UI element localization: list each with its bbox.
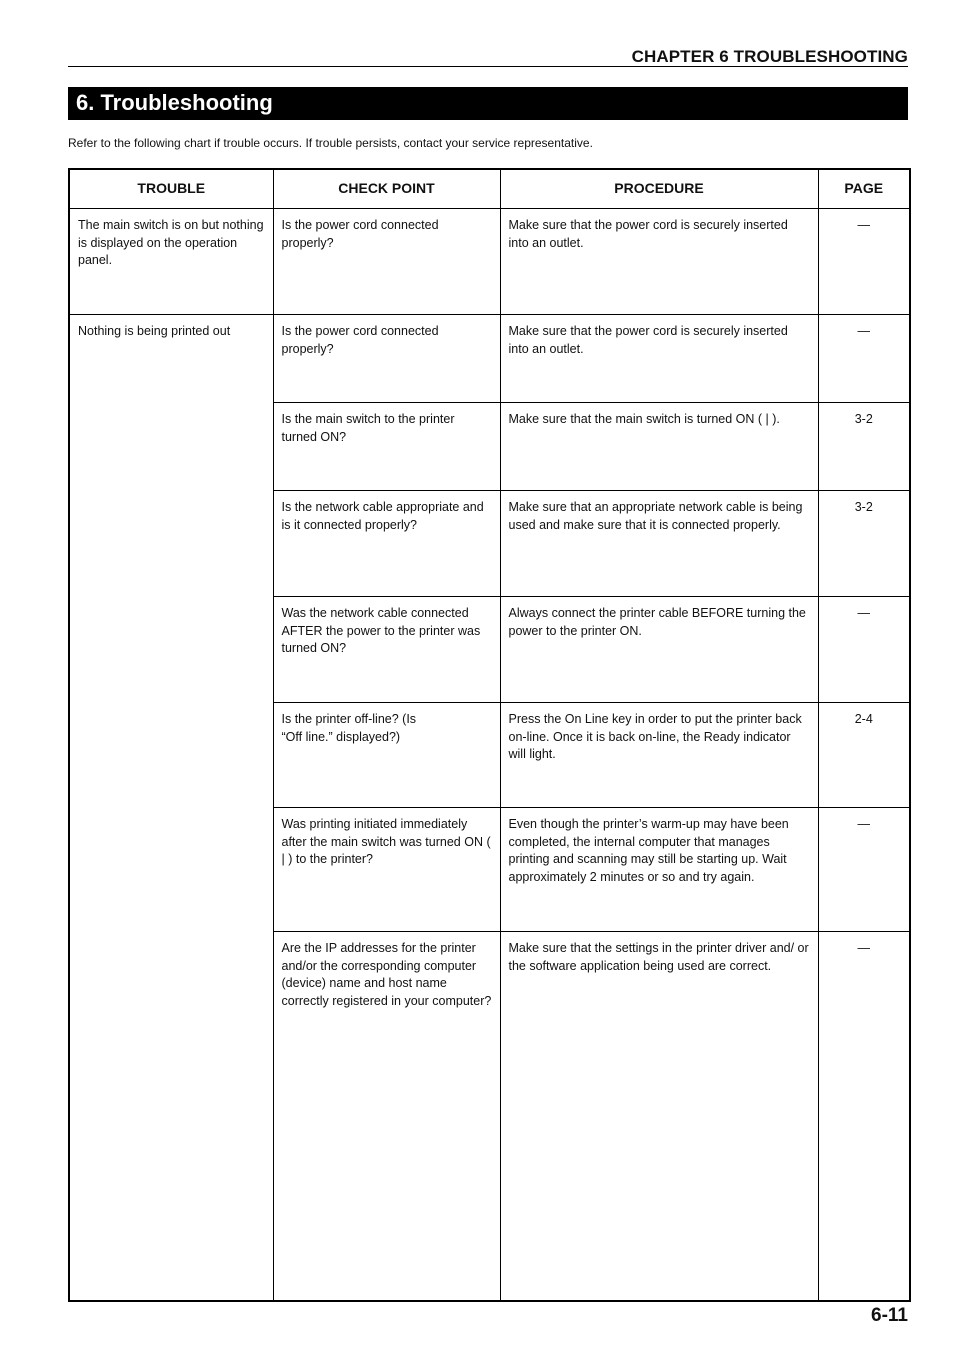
page-cell: 3-2 bbox=[818, 403, 910, 491]
check-point-cell: Was the network cable connected AFTER the power to the printer was turned ON? bbox=[273, 597, 500, 703]
check-point-cell: Is the power cord connected properly? bbox=[273, 209, 500, 315]
check-point-cell: Are the IP addresses for the printer and/or the corresponding computer (device) name and host name correctly registered in your computer? bbox=[273, 932, 500, 1302]
trouble-cell: Nothing is being printed out bbox=[69, 315, 273, 1302]
header-rule bbox=[68, 66, 908, 67]
trouble-cell: The main switch is on but nothing is displayed on the operation panel. bbox=[69, 209, 273, 315]
page-cell: — bbox=[818, 597, 910, 703]
page-cell: 2-4 bbox=[818, 703, 910, 808]
intro-text: Refer to the following chart if trouble occurs. If trouble persists, contact your service representative. bbox=[68, 136, 593, 150]
table-header-row bbox=[69, 169, 910, 209]
check-point-cell: Is the network cable appropriate and is it connected properly? bbox=[273, 491, 500, 597]
procedure-cell: Make sure that the main switch is turned ON ( | ). bbox=[500, 403, 818, 491]
check-point-cell: Was printing initiated immediately after the main switch was turned ON ( | ) to the printer? bbox=[273, 808, 500, 932]
check-point-cell: Is the main switch to the printer turned ON? bbox=[273, 403, 500, 491]
procedure-cell: Press the On Line key in order to put the printer back on-line. Once it is back on-line, the Ready indicator will light. bbox=[500, 703, 818, 808]
page-cell: — bbox=[818, 808, 910, 932]
page-cell: — bbox=[818, 209, 910, 315]
section-title: 6. Troubleshooting bbox=[76, 90, 273, 115]
table-row bbox=[69, 209, 910, 315]
procedure-cell: Make sure that the settings in the printer driver and/ or the software application being used are correct. bbox=[500, 932, 818, 1302]
procedure-cell: Always connect the printer cable BEFORE turning the power to the printer ON. bbox=[500, 597, 818, 703]
check-point-cell bbox=[273, 703, 500, 808]
column-header-page: PAGE bbox=[818, 169, 910, 209]
page-cell: — bbox=[818, 932, 910, 1302]
table-row bbox=[69, 315, 910, 403]
check-point-text: Is the printer off-line? (Is “Off line.” displayed?) bbox=[281, 712, 417, 744]
column-header-check-point: CHECK POINT bbox=[273, 169, 500, 209]
chapter-header: CHAPTER 6 TROUBLESHOOTING bbox=[631, 47, 908, 66]
page-number: 6-11 bbox=[871, 1305, 908, 1326]
page-cell: 3-2 bbox=[818, 491, 910, 597]
procedure-cell: Make sure that the power cord is securely inserted into an outlet. bbox=[500, 315, 818, 403]
check-point-cell: Is the power cord connected properly? bbox=[273, 315, 500, 403]
procedure-cell: Even though the printer’s warm-up may have been completed, the internal computer that manages printing and scanning may still be starting up. Wait approximately 2 minutes or so and try again. bbox=[500, 808, 818, 932]
procedure-cell: Make sure that the power cord is securely inserted into an outlet. bbox=[500, 209, 818, 315]
procedure-cell: Make sure that an appropriate network cable is being used and make sure that it is connected properly. bbox=[500, 491, 818, 597]
column-header-procedure: PROCEDURE bbox=[500, 169, 818, 209]
column-header-trouble: TROUBLE bbox=[69, 169, 273, 209]
troubleshooting-table bbox=[68, 168, 911, 1302]
section-title-bar bbox=[68, 87, 908, 120]
page-cell: — bbox=[818, 315, 910, 403]
